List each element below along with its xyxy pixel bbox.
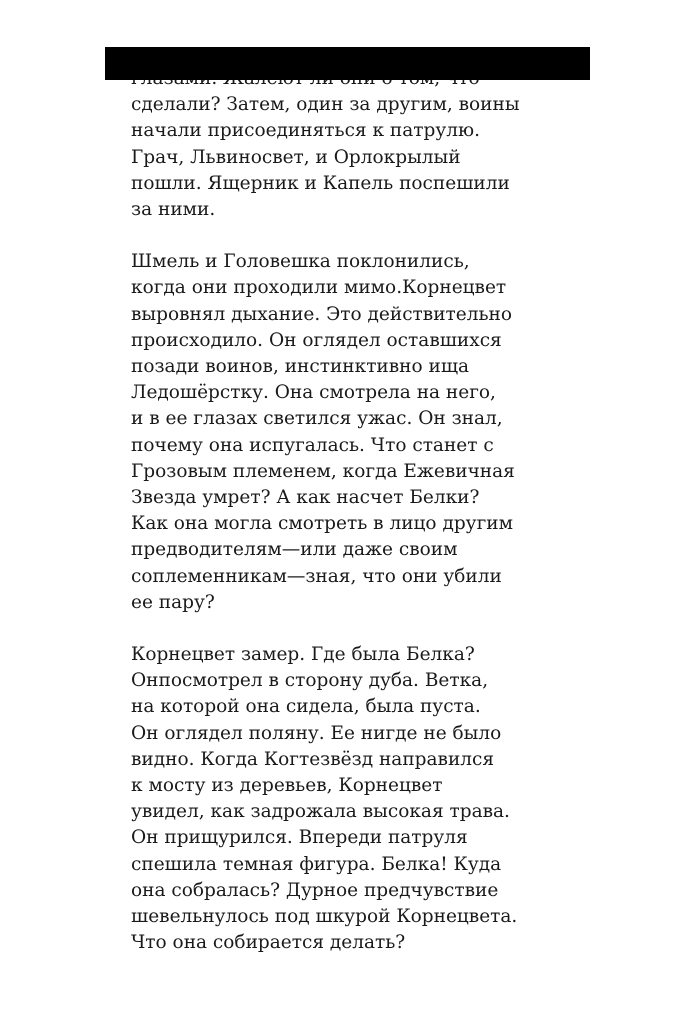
text-line: она собралась? Дурное предчувствие xyxy=(131,879,499,901)
text-line: Ледошёрстку. Она смотрела на него, xyxy=(131,382,496,404)
text-line: предводителям—или даже своим xyxy=(131,539,458,561)
paragraph-spacer xyxy=(131,616,581,642)
text-line: происходило. Он оглядел оставшихся xyxy=(131,329,502,351)
text-line: Что она собирается делать? xyxy=(131,932,406,954)
text-line: за ними. xyxy=(131,199,216,221)
text-line: на которой она сидела, была пуста. xyxy=(131,696,481,718)
paragraph-spacer xyxy=(131,223,581,249)
text-line: ее пару? xyxy=(131,591,215,613)
text-line: Шмель и Головешка поклонились, xyxy=(131,251,470,273)
text-line: и в ее глазах светился ужас. Он знал, xyxy=(131,408,503,430)
text-line: к мосту из деревьев, Корнецвет xyxy=(131,775,443,797)
text-line: Он оглядел поляну. Ее нигде не было xyxy=(131,722,502,744)
text-line: начали присоединяться к патрулю. xyxy=(131,120,480,142)
redaction-bar xyxy=(105,47,590,80)
text-line: Как она могла смотреть в лицо другим xyxy=(131,513,513,535)
text-line: соплеменникам—зная, что они убили xyxy=(131,565,502,587)
text-line: Он прищурился. Впереди патруля xyxy=(131,827,468,849)
paragraph-1 xyxy=(131,66,581,223)
text-line: почему она испугалась. Что станет с xyxy=(131,434,494,456)
text-line: спешила темная фигура. Белка! Куда xyxy=(131,853,502,875)
text-line: Грозовым племенем, когда Ежевичная xyxy=(131,460,515,482)
text-line: увидел, как задрожала высокая трава. xyxy=(131,801,510,823)
text-line: шевельнулось под шкурой Корнецвета. xyxy=(131,906,518,928)
text-line: Онпосмотрел в сторону дуба. Ветка, xyxy=(131,670,489,692)
text-line: пошли. Ящерник и Капель поспешили xyxy=(131,172,510,194)
text-line: выровнял дыхание. Это действительно xyxy=(131,303,513,325)
text-line: Звезда умрет? А как насчет Белки? xyxy=(131,487,480,509)
text-line: когда они проходили мимо.Корнецвет xyxy=(131,277,507,299)
paragraph-2 xyxy=(131,249,581,616)
paragraph-3 xyxy=(131,642,581,956)
text-line: видно. Когда Когтезвёзд направился xyxy=(131,748,495,770)
document-body xyxy=(131,66,581,957)
text-line: позади воинов, инстинктивно ища xyxy=(131,356,470,378)
text-line: Корнецвет замер. Где была Белка? xyxy=(131,644,475,666)
text-line: Грач, Львиносвет, и Орлокрылый xyxy=(131,146,461,168)
text-line: сделали? Затем, один за другим, воины xyxy=(131,94,520,116)
